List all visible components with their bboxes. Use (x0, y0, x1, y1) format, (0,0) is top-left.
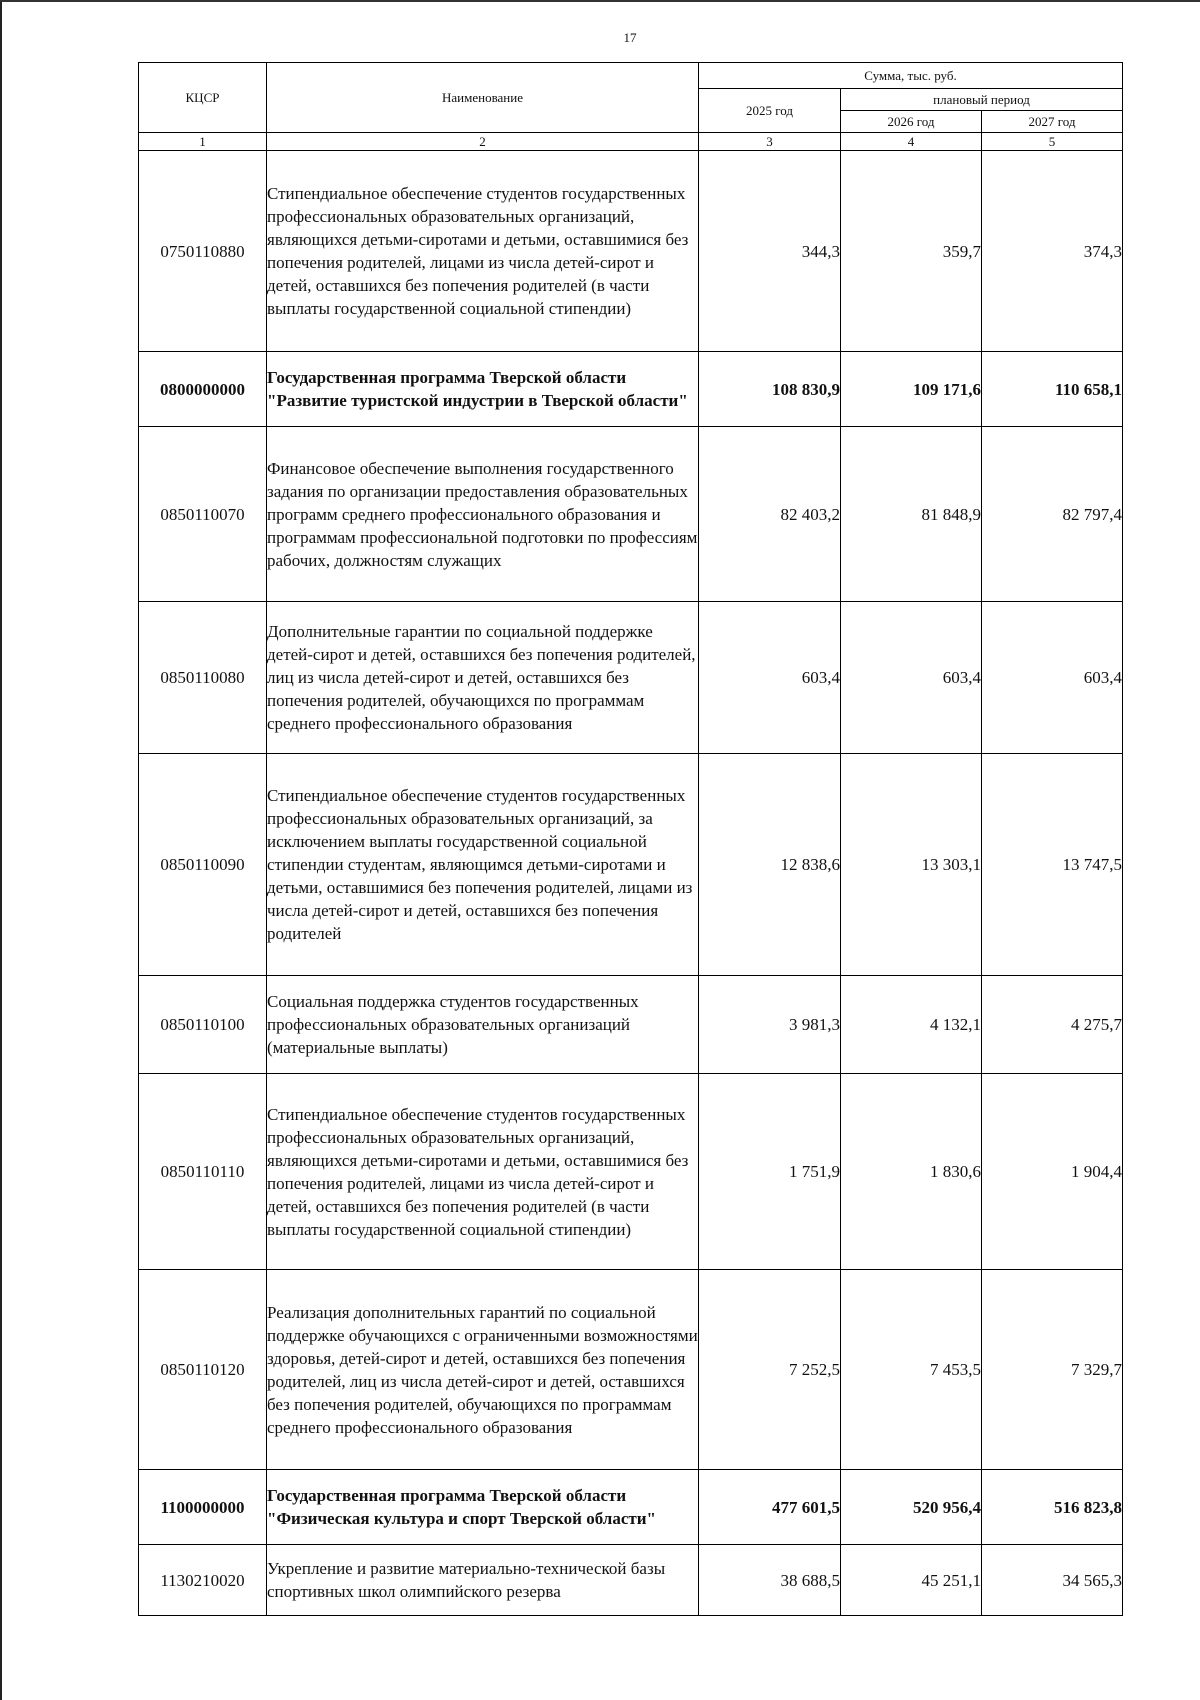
row-name: Государственная программа Тверской области "Развитие туристской индустрии в Тверской области" (267, 352, 699, 427)
row-name: Укрепление и развитие материально-технической базы спортивных школ олимпийского резерва (267, 1545, 699, 1616)
row-code: 0850110120 (139, 1270, 267, 1470)
row-value-2026: 4 132,1 (841, 976, 982, 1074)
row-name: Социальная поддержка студентов государственных профессиональных образовательных организаций (материальные выплаты) (267, 976, 699, 1074)
row-value-2027: 82 797,4 (982, 427, 1123, 602)
scan-edge-top (0, 0, 1200, 2)
row-value-2027: 34 565,3 (982, 1545, 1123, 1616)
table-row (139, 1545, 1123, 1616)
row-value-2027: 13 747,5 (982, 754, 1123, 976)
row-value-2025: 3 981,3 (699, 976, 841, 1074)
column-number: 3 (699, 133, 841, 151)
row-value-2025: 477 601,5 (699, 1470, 841, 1545)
row-value-2027: 603,4 (982, 602, 1123, 754)
page-number: 17 (623, 30, 637, 45)
table-row (139, 976, 1123, 1074)
row-value-2025: 344,3 (699, 151, 841, 352)
row-value-2025: 38 688,5 (699, 1545, 841, 1616)
row-value-2026: 13 303,1 (841, 754, 982, 976)
scan-edge-left (0, 0, 2, 1700)
row-code: 0850110100 (139, 976, 267, 1074)
row-name: Реализация дополнительных гарантий по социальной поддержке обучающихся с ограниченными возможностями здоровья, детей-сирот и детей, оставшихся без попечения родителей, лиц из числа детей-сирот и детей, оставшихся без попечения родителей, обучающихся по программам среднего профессионального образования (267, 1270, 699, 1470)
row-name: Государственная программа Тверской области "Физическая культура и спорт Тверской области" (267, 1470, 699, 1545)
row-code: 0850110070 (139, 427, 267, 602)
row-value-2027: 374,3 (982, 151, 1123, 352)
row-name: Финансовое обеспечение выполнения государственного задания по организации предоставления образовательных программ среднего профессионального образования и программам профессиональной подготовки по профессиям рабочих, должностям служащих (267, 427, 699, 602)
row-code: 1130210020 (139, 1545, 267, 1616)
row-value-2025: 108 830,9 (699, 352, 841, 427)
column-number: 1 (139, 133, 267, 151)
row-value-2027: 4 275,7 (982, 976, 1123, 1074)
header-year-2026: 2026 год (841, 111, 982, 133)
row-code: 0850110080 (139, 602, 267, 754)
column-number: 2 (267, 133, 699, 151)
row-value-2026: 7 453,5 (841, 1270, 982, 1470)
header-code: КЦСР (139, 63, 267, 133)
row-value-2027: 110 658,1 (982, 352, 1123, 427)
row-value-2025: 1 751,9 (699, 1074, 841, 1270)
header-name: Наименование (267, 63, 699, 133)
table-row (139, 151, 1123, 352)
table-row (139, 1270, 1123, 1470)
header-planning-period: плановый период (841, 89, 1123, 111)
budget-table (138, 62, 1123, 1616)
table-row (139, 1074, 1123, 1270)
row-value-2027: 7 329,7 (982, 1270, 1123, 1470)
row-value-2026: 520 956,4 (841, 1470, 982, 1545)
table-row (139, 602, 1123, 754)
table-row (139, 352, 1123, 427)
row-value-2025: 82 403,2 (699, 427, 841, 602)
row-value-2026: 359,7 (841, 151, 982, 352)
column-number: 5 (982, 133, 1123, 151)
row-code: 0850110090 (139, 754, 267, 976)
header-sum: Сумма, тыс. руб. (699, 63, 1123, 89)
header-year-2025: 2025 год (699, 89, 841, 133)
row-value-2026: 1 830,6 (841, 1074, 982, 1270)
row-code: 0750110880 (139, 151, 267, 352)
row-value-2026: 81 848,9 (841, 427, 982, 602)
header-year-2027: 2027 год (982, 111, 1123, 133)
row-value-2027: 1 904,4 (982, 1074, 1123, 1270)
row-name: Стипендиальное обеспечение студентов государственных профессиональных образовательных организаций, являющихся детьми-сиротами и детьми, оставшимися без попечения родителей, лицами из числа детей-сирот и детей, оставшихся без попечения родителей (в части выплаты государственной социальной стипендии) (267, 1074, 699, 1270)
table-row (139, 754, 1123, 976)
row-value-2025: 7 252,5 (699, 1270, 841, 1470)
row-code: 0800000000 (139, 352, 267, 427)
row-name: Стипендиальное обеспечение студентов государственных профессиональных образовательных организаций, являющихся детьми-сиротами и детьми, оставшимися без попечения родителей, лицами из числа детей-сирот и детей, оставшихся без попечения родителей (в части выплаты государственной социальной стипендии) (267, 151, 699, 352)
row-value-2026: 603,4 (841, 602, 982, 754)
table-row (139, 427, 1123, 602)
column-number: 4 (841, 133, 982, 151)
table-row (139, 1470, 1123, 1545)
row-value-2027: 516 823,8 (982, 1470, 1123, 1545)
row-value-2025: 603,4 (699, 602, 841, 754)
row-name: Стипендиальное обеспечение студентов государственных профессиональных образовательных организаций, за исключением выплаты государственной социальной стипендии студентам, являющимся детьми-сиротами и детьми, оставшимися без попечения родителей, лицами из числа детей-сирот и детей, оставшихся без попечения родителей (267, 754, 699, 976)
row-code: 1100000000 (139, 1470, 267, 1545)
row-name: Дополнительные гарантии по социальной поддержке детей-сирот и детей, оставшихся без попечения родителей, лиц из числа детей-сирот и детей, оставшихся без попечения родителей, обучающихся по программам среднего профессионального образования (267, 602, 699, 754)
row-code: 0850110110 (139, 1074, 267, 1270)
row-value-2026: 45 251,1 (841, 1545, 982, 1616)
row-value-2025: 12 838,6 (699, 754, 841, 976)
row-value-2026: 109 171,6 (841, 352, 982, 427)
